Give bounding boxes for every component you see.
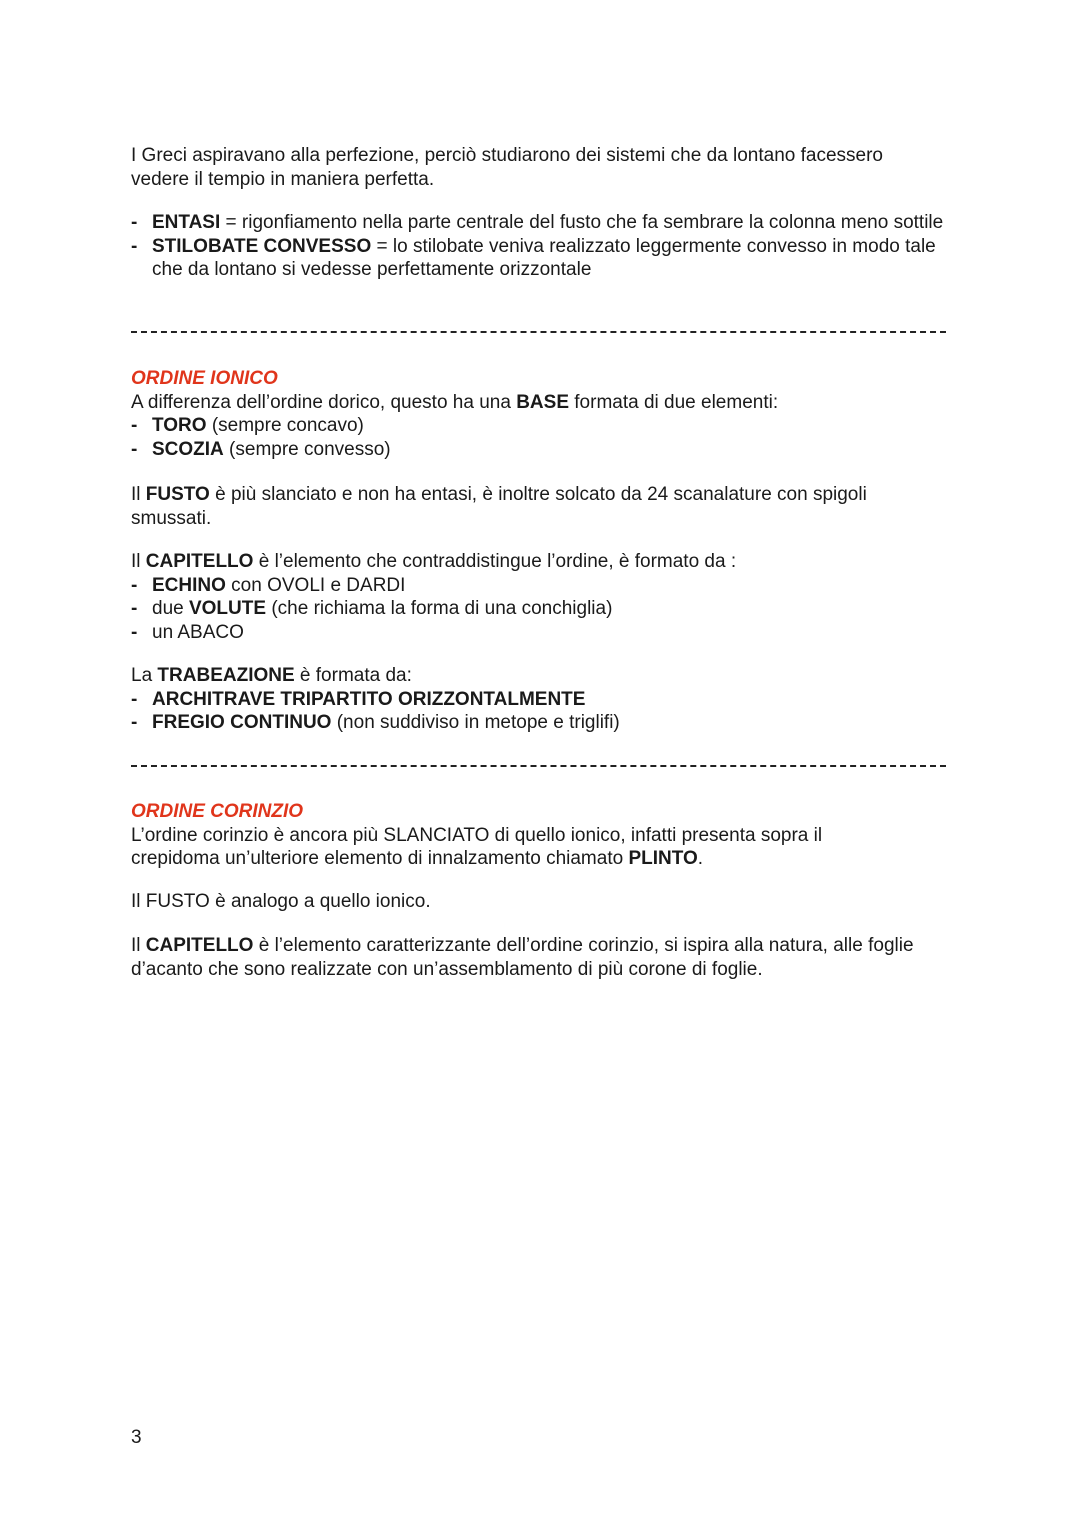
intro-line: vedere il tempio in maniera perfetta. bbox=[131, 168, 435, 190]
intro-list bbox=[131, 211, 946, 282]
term: CAPITELLO bbox=[145, 551, 254, 572]
term: TORO bbox=[152, 415, 207, 436]
intro-line: I Greci aspiravano alla perfezione, perciò studiarono dei sistemi che da lontano facessero bbox=[131, 145, 883, 166]
term: FUSTO bbox=[145, 484, 210, 505]
list-item: - due VOLUTE (che richiama la forma di una conchiglia) bbox=[131, 598, 613, 619]
paragraph: A differenza dell’ordine dorico, questo ha una BASE formata di due elementi: bbox=[131, 391, 779, 413]
term: SCOZIA bbox=[152, 438, 224, 460]
capitello-section: Il CAPITELLO è l’elemento che contraddistingue l’ordine, è formato da : - ECHINO con OVOLI e DARDI - due VOLUTE (che richiama la forma di una conchiglia) - un ABACO bbox=[131, 550, 951, 644]
list-item: - TORO (sempre concavo) bbox=[131, 415, 364, 436]
term: CAPITELLO bbox=[145, 935, 254, 956]
intro-section bbox=[131, 144, 951, 191]
bullet-dash: - bbox=[131, 574, 138, 596]
term: TRABEAZIONE bbox=[157, 665, 295, 686]
fusto-paragraph: Il FUSTO è più slanciato e non ha entasi, è inoltre solcato da 24 scanalature con spigoli smussati. bbox=[131, 484, 867, 529]
bullet-dash: - bbox=[131, 212, 138, 233]
term: ENTASI bbox=[152, 212, 221, 233]
section-separator bbox=[131, 765, 946, 767]
bullet-dash: - bbox=[131, 621, 138, 643]
term: BASE bbox=[516, 391, 569, 413]
paragraph: Il FUSTO è analogo a quello ionico. bbox=[131, 891, 431, 912]
definition: = lo stilobate veniva realizzato leggermente convesso in modo tale che da lontano si vedesse perfettamente orizzontale bbox=[152, 235, 936, 280]
bullet-dash: - bbox=[131, 415, 138, 436]
term: ECHINO bbox=[152, 574, 226, 596]
term: ARCHITRAVE TRIPARTITO ORIZZONTALMENTE bbox=[152, 688, 586, 710]
list-item bbox=[131, 211, 946, 235]
ionico-section bbox=[131, 367, 951, 461]
section-heading: ORDINE CORINZIO bbox=[131, 801, 304, 822]
bullet-dash: - bbox=[131, 598, 138, 619]
section-heading: ORDINE IONICO bbox=[131, 368, 278, 389]
bullet-dash: - bbox=[131, 438, 138, 460]
bullet-dash: - bbox=[131, 712, 138, 733]
section-separator bbox=[131, 331, 946, 333]
paragraph: L’ordine corinzio è ancora più SLANCIATO di quello ionico, infatti presenta sopra il crepidoma un’ulteriore elemento di innalzamento chiamato PLINTO. bbox=[131, 824, 823, 869]
trabeazione-section: La TRABEAZIONE è formata da: - ARCHITRAVE TRIPARTITO ORIZZONTALMENTE - FREGIO CONTINUO (non suddiviso in metope e triglifi) bbox=[131, 664, 951, 735]
corinzio-fusto bbox=[131, 890, 951, 914]
corinzio-section bbox=[131, 800, 901, 871]
list-item bbox=[131, 688, 951, 712]
list-item: - un ABACO bbox=[131, 621, 244, 643]
list-item: - SCOZIA (sempre convesso) bbox=[131, 438, 391, 460]
list-item: - FREGIO CONTINUO (non suddiviso in metope e triglifi) bbox=[131, 712, 620, 733]
list-item bbox=[131, 235, 946, 282]
corinzio-capitello bbox=[131, 934, 921, 981]
paragraph: Il CAPITELLO è l’elemento caratterizzante dell’ordine corinzio, si ispira alla natura, alle foglie d’acanto che sono realizzate con un’assemblamento di più corone di foglie. bbox=[131, 935, 914, 980]
term: PLINTO bbox=[628, 848, 698, 869]
term: FREGIO CONTINUO bbox=[152, 712, 332, 733]
list-item: - ECHINO con OVOLI e DARDI bbox=[131, 574, 406, 596]
bullet-dash: - bbox=[131, 688, 138, 710]
definition: = rigonfiamento nella parte centrale del fusto che fa sembrare la colonna meno sottile bbox=[220, 212, 944, 233]
term: VOLUTE bbox=[188, 598, 267, 619]
bullet-dash: - bbox=[131, 235, 138, 257]
page-number: 3 bbox=[131, 1427, 142, 1448]
term: STILOBATE CONVESSO bbox=[152, 235, 372, 257]
